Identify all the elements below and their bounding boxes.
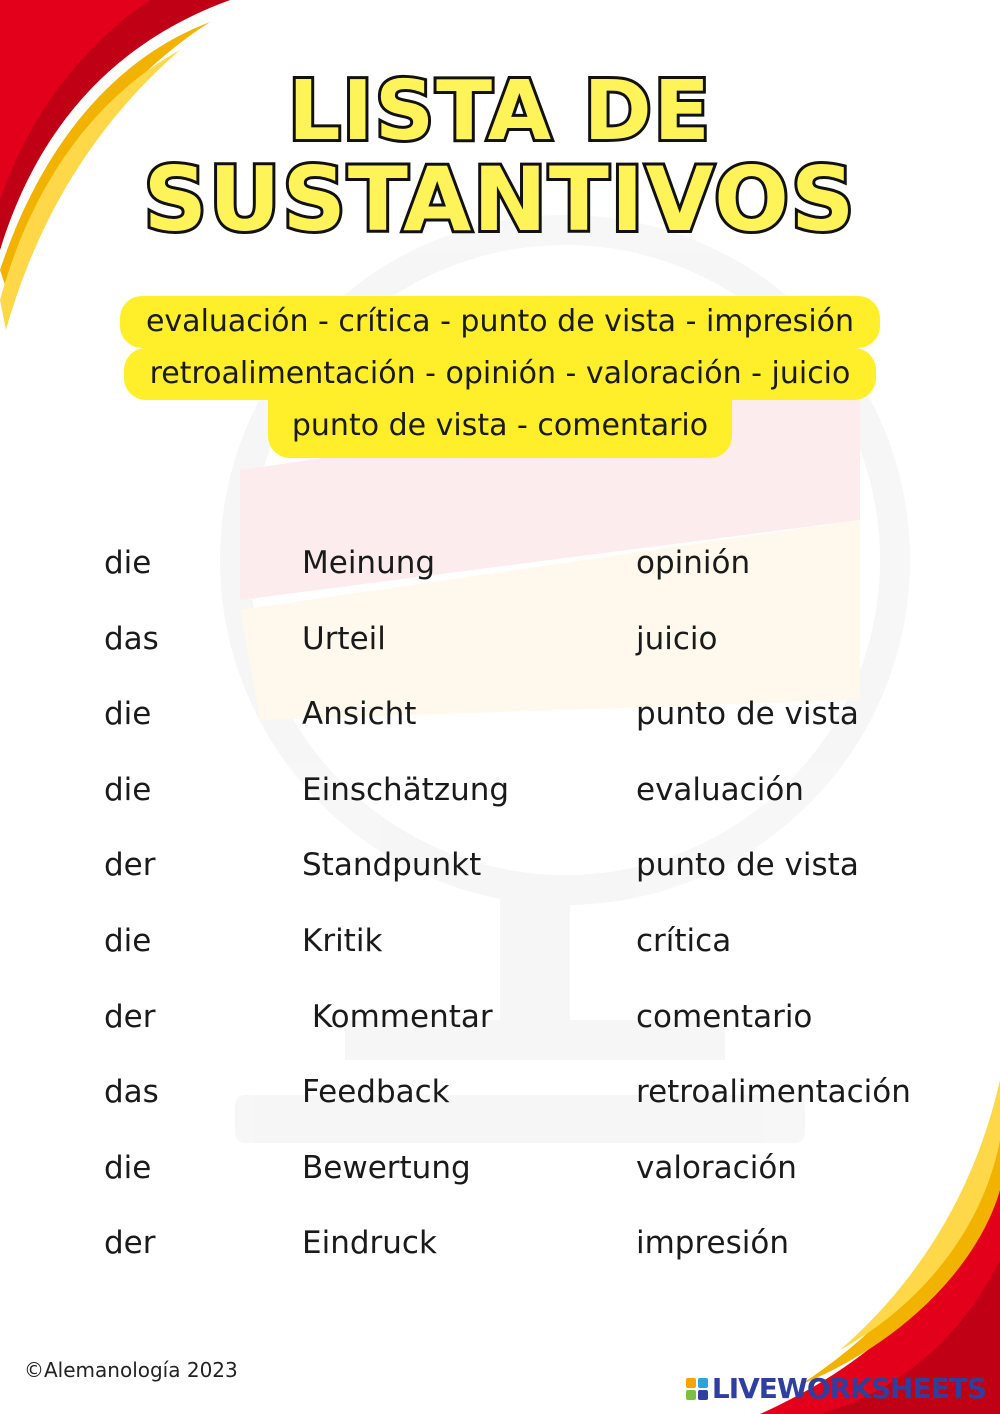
vocab-row — [0, 765, 1000, 841]
article: das — [104, 620, 159, 657]
title-line-2: SUSTANTIVOS — [143, 148, 857, 251]
article: der — [104, 998, 156, 1035]
page-title — [0, 64, 1000, 251]
vocabulary-list — [0, 538, 1000, 1294]
german-noun: Standpunkt — [302, 847, 482, 884]
german-noun: Einschätzung — [302, 771, 510, 808]
word-bank-line: evaluación - crítica - punto de vista - impresión — [120, 296, 880, 348]
german-noun: Eindruck — [302, 1225, 437, 1262]
german-noun: Meinung — [302, 545, 436, 581]
vocab-row — [0, 1067, 1000, 1143]
word-bank — [0, 296, 1000, 458]
vocab-row — [0, 614, 1000, 690]
spanish-translation: retroalimentación — [636, 1074, 911, 1111]
liveworksheets-logo-link[interactable] — [686, 1372, 986, 1405]
vocab-row — [0, 840, 1000, 916]
title-line-1: LISTA DE — [288, 64, 712, 159]
article: die — [104, 922, 152, 959]
spanish-translation: evaluación — [636, 771, 804, 808]
article: die — [104, 771, 152, 808]
vocab-row — [0, 689, 1000, 765]
spanish-translation: juicio — [636, 620, 718, 657]
spanish-translation: punto de vista — [636, 847, 859, 884]
vocab-row — [0, 992, 1000, 1068]
article: die — [104, 696, 152, 733]
word-bank-line: retroalimentación - opinión - valoración - juicio — [124, 348, 877, 400]
german-noun: Feedback — [302, 1074, 450, 1111]
spanish-translation: crítica — [636, 922, 732, 959]
spanish-translation: valoración — [636, 1149, 797, 1186]
german-noun: Ansicht — [302, 696, 417, 733]
vocab-row — [0, 916, 1000, 992]
copyright-text: ©Alemanología 2023 — [24, 1358, 238, 1382]
article: der — [104, 847, 156, 884]
article: der — [104, 1225, 156, 1262]
spanish-translation: opinión — [636, 545, 751, 581]
spanish-translation: punto de vista — [636, 696, 859, 733]
vocab-row — [0, 1143, 1000, 1219]
german-noun: Kritik — [302, 922, 383, 959]
german-noun: Urteil — [302, 620, 386, 657]
word-bank-line: punto de vista - comentario — [268, 400, 732, 458]
article: die — [104, 1149, 152, 1186]
vocab-row — [0, 538, 1000, 614]
german-noun: Bewertung — [302, 1149, 471, 1186]
german-noun: Kommentar — [302, 998, 493, 1035]
spanish-translation: comentario — [636, 998, 813, 1035]
liveworksheets-brand-text: LIVEWORKSHEETS — [711, 1372, 986, 1405]
article: das — [104, 1074, 159, 1111]
spanish-translation: impresión — [636, 1225, 790, 1262]
vocab-row — [0, 1218, 1000, 1294]
liveworksheets-logo-icon — [686, 1378, 708, 1400]
article: die — [104, 545, 152, 581]
